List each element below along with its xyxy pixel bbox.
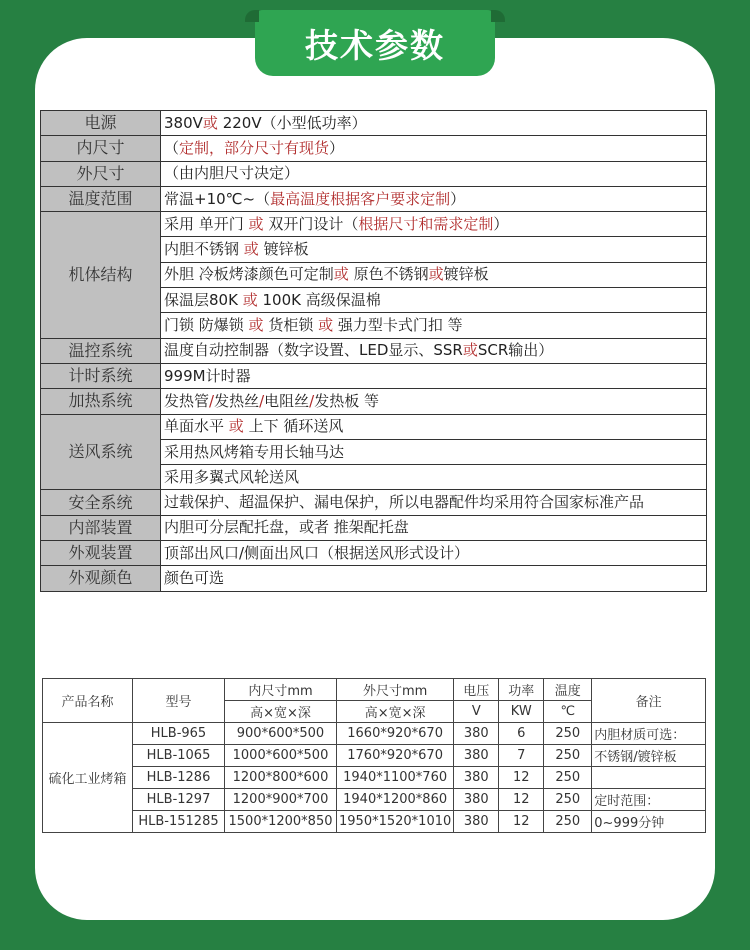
spec-label: 内部装置: [41, 515, 161, 540]
model-header-row: [43, 679, 706, 701]
header-power: 功率: [499, 679, 544, 701]
spec-value: [161, 515, 707, 540]
spec-text: 发热管: [164, 391, 210, 410]
spec-text: （: [164, 138, 180, 157]
spec-label: 温度范围: [41, 186, 161, 211]
cell-model: HLB-1065: [133, 745, 225, 767]
header-model: 型号: [133, 679, 225, 723]
cell-inner: 1200*800*600: [225, 767, 337, 789]
spec-label: 温控系统: [41, 338, 161, 363]
cell-note: 不锈钢/镀锌板: [592, 745, 706, 767]
cell-temp: 250: [544, 723, 592, 745]
cell-inner: 900*600*500: [225, 723, 337, 745]
spec-value: [161, 111, 707, 136]
highlight-text: 或: [202, 113, 218, 132]
spec-value: [161, 136, 707, 161]
cell-outer: 1760*920*670: [337, 745, 454, 767]
highlight-text: /: [209, 391, 215, 410]
highlight-text: /: [309, 391, 315, 410]
cell-model: HLB-1297: [133, 789, 225, 811]
spec-text: ）: [329, 138, 345, 157]
spec-row: [41, 136, 707, 161]
highlight-text: 或: [462, 341, 478, 360]
spec-label: 外观颜色: [41, 566, 161, 591]
spec-text: 采用 单开门: [164, 214, 249, 233]
header-notes: 备注: [592, 679, 706, 723]
highlight-text: 或: [243, 240, 259, 259]
spec-text: 颜色可选: [164, 568, 225, 587]
highlight-text: 或: [428, 265, 444, 284]
highlight-text: /: [259, 391, 265, 410]
spec-label: 电源: [41, 111, 161, 136]
model-row: [43, 767, 706, 789]
spec-label: 内尺寸: [41, 136, 161, 161]
cell-temp: 250: [544, 745, 592, 767]
cell-outer: 1940*1100*760: [337, 767, 454, 789]
highlight-text: 或: [242, 290, 258, 309]
highlight-text: 定制，部分尺寸有现货: [179, 138, 330, 157]
spec-text: 镀锌板: [258, 240, 309, 259]
highlight-text: 最高温度根据客户要求定制: [270, 189, 451, 208]
highlight-text: 或: [333, 265, 349, 284]
cell-outer: 1950*1520*1010: [337, 811, 454, 833]
spec-text: 内胆不锈钢: [164, 240, 244, 259]
header-inner-size-sub: 高×宽×深: [225, 701, 337, 723]
spec-text: 100K 高级保温棉: [257, 290, 381, 309]
cell-model: HLB-1286: [133, 767, 225, 789]
cell-power: 12: [499, 789, 544, 811]
cell-outer: 1660*920*670: [337, 723, 454, 745]
spec-row: [41, 515, 707, 540]
cell-inner: 1200*900*700: [225, 789, 337, 811]
spec-row: [41, 111, 707, 136]
spec-text: （由内胆尺寸决定）: [164, 164, 300, 183]
spec-row: [41, 186, 707, 211]
spec-value: [161, 363, 707, 388]
spec-text: 内胆可分层配托盘，或者 推架配托盘: [164, 518, 409, 537]
cell-voltage: 380: [454, 745, 499, 767]
cell-note: 0~999分钟: [592, 811, 706, 833]
spec-text: 外胆 冷板烤漆颜色可定制: [164, 265, 334, 284]
header-outer-size-sub: 高×宽×深: [337, 701, 454, 723]
cell-model: HLB-965: [133, 723, 225, 745]
cell-temp: 250: [544, 811, 592, 833]
spec-value: [161, 566, 707, 591]
spec-value: [161, 186, 707, 211]
spec-value: [161, 262, 707, 287]
cell-note: 定时范围：: [592, 789, 706, 811]
spec-text: 货柜锁: [263, 316, 319, 335]
cell-temp: 250: [544, 789, 592, 811]
header-temp: 温度: [544, 679, 592, 701]
spec-label: 安全系统: [41, 490, 161, 515]
spec-text: 门锁 防爆锁: [164, 316, 249, 335]
cell-power: 7: [499, 745, 544, 767]
spec-value: [161, 338, 707, 363]
spec-row: [41, 212, 707, 237]
spec-text: 双开门设计（: [263, 214, 359, 233]
spec-text: 220V（小型低功率）: [217, 113, 367, 132]
spec-text: 温度自动控制器（数字设置、LED显示、SSR: [164, 341, 463, 360]
spec-text: 上下 循环送风: [243, 417, 344, 436]
cell-note: [592, 767, 706, 789]
model-row: [43, 745, 706, 767]
header-voltage: 电压: [454, 679, 499, 701]
spec-text: 999M计时器: [164, 366, 251, 385]
cell-inner: 1500*1200*850: [225, 811, 337, 833]
spec-text: 常温+10℃~（: [164, 189, 271, 208]
model-table: [42, 678, 706, 833]
model-row: [43, 723, 706, 745]
spec-text: ）: [450, 189, 466, 208]
spec-row: [41, 363, 707, 388]
model-row: [43, 811, 706, 833]
spec-value: [161, 288, 707, 313]
spec-label: 计时系统: [41, 363, 161, 388]
highlight-text: 或: [248, 316, 264, 335]
spec-value: [161, 237, 707, 262]
spec-value: [161, 161, 707, 186]
spec-text: 发热板 等: [314, 391, 380, 410]
spec-text: 380V: [164, 113, 203, 132]
spec-text: 过载保护、超温保护、漏电保护，所以电器配件均采用符合国家标准产品: [164, 493, 645, 512]
spec-label: 机体结构: [41, 212, 161, 338]
cell-voltage: 380: [454, 811, 499, 833]
spec-text: 采用多翼式风轮送风: [164, 467, 300, 486]
spec-value: [161, 212, 707, 237]
header-outer-size: 外尺寸mm: [337, 679, 454, 701]
spec-row: [41, 541, 707, 566]
spec-row: [41, 389, 707, 414]
product-name-cell: 硫化工业烤箱: [43, 723, 133, 833]
header-voltage-unit: V: [454, 701, 499, 723]
cell-voltage: 380: [454, 789, 499, 811]
spec-label: 送风系统: [41, 414, 161, 490]
cell-power: 6: [499, 723, 544, 745]
cell-power: 12: [499, 811, 544, 833]
header-power-unit: KW: [499, 701, 544, 723]
spec-text: 单面水平: [164, 417, 229, 436]
spec-text: 强力型卡式门扣 等: [333, 316, 463, 335]
header-inner-size: 内尺寸mm: [225, 679, 337, 701]
cell-model: HLB-151285: [133, 811, 225, 833]
header-temp-unit: ℃: [544, 701, 592, 723]
cell-temp: 250: [544, 767, 592, 789]
cell-voltage: 380: [454, 767, 499, 789]
page-title: 技术参数: [255, 10, 495, 76]
spec-text: 采用热风烤箱专用长轴马达: [164, 442, 345, 461]
highlight-text: 或: [228, 417, 244, 436]
spec-value: [161, 541, 707, 566]
model-row: [43, 789, 706, 811]
cell-voltage: 380: [454, 723, 499, 745]
spec-value: [161, 490, 707, 515]
spec-label: 外观装置: [41, 541, 161, 566]
spec-text: 电阻丝: [264, 391, 310, 410]
cell-note: 内胆材质可选：: [592, 723, 706, 745]
spec-value: [161, 439, 707, 464]
spec-row: [41, 161, 707, 186]
spec-value: [161, 414, 707, 439]
spec-row: [41, 490, 707, 515]
highlight-text: 根据尺寸和需求定制: [358, 214, 494, 233]
spec-table: [40, 110, 707, 592]
spec-text: 顶部出风口/侧面出风口（根据送风形式设计）: [164, 543, 470, 562]
highlight-text: 或: [248, 214, 264, 233]
spec-text: 原色不锈钢: [348, 265, 429, 284]
spec-value: [161, 465, 707, 490]
spec-label: 外尺寸: [41, 161, 161, 186]
cell-inner: 1000*600*500: [225, 745, 337, 767]
spec-text: 发热丝: [214, 391, 260, 410]
spec-label: 加热系统: [41, 389, 161, 414]
spec-row: [41, 338, 707, 363]
spec-text: 保温层80K: [164, 290, 243, 309]
spec-value: [161, 389, 707, 414]
cell-power: 12: [499, 767, 544, 789]
header-product-name: 产品名称: [43, 679, 133, 723]
spec-text: SCR输出）: [477, 341, 554, 360]
highlight-text: 或: [318, 316, 334, 335]
spec-text: 镀锌板: [443, 265, 489, 284]
spec-value: [161, 313, 707, 338]
cell-outer: 1940*1200*860: [337, 789, 454, 811]
spec-row: [41, 414, 707, 439]
spec-text: ）: [493, 214, 509, 233]
spec-row: [41, 566, 707, 591]
